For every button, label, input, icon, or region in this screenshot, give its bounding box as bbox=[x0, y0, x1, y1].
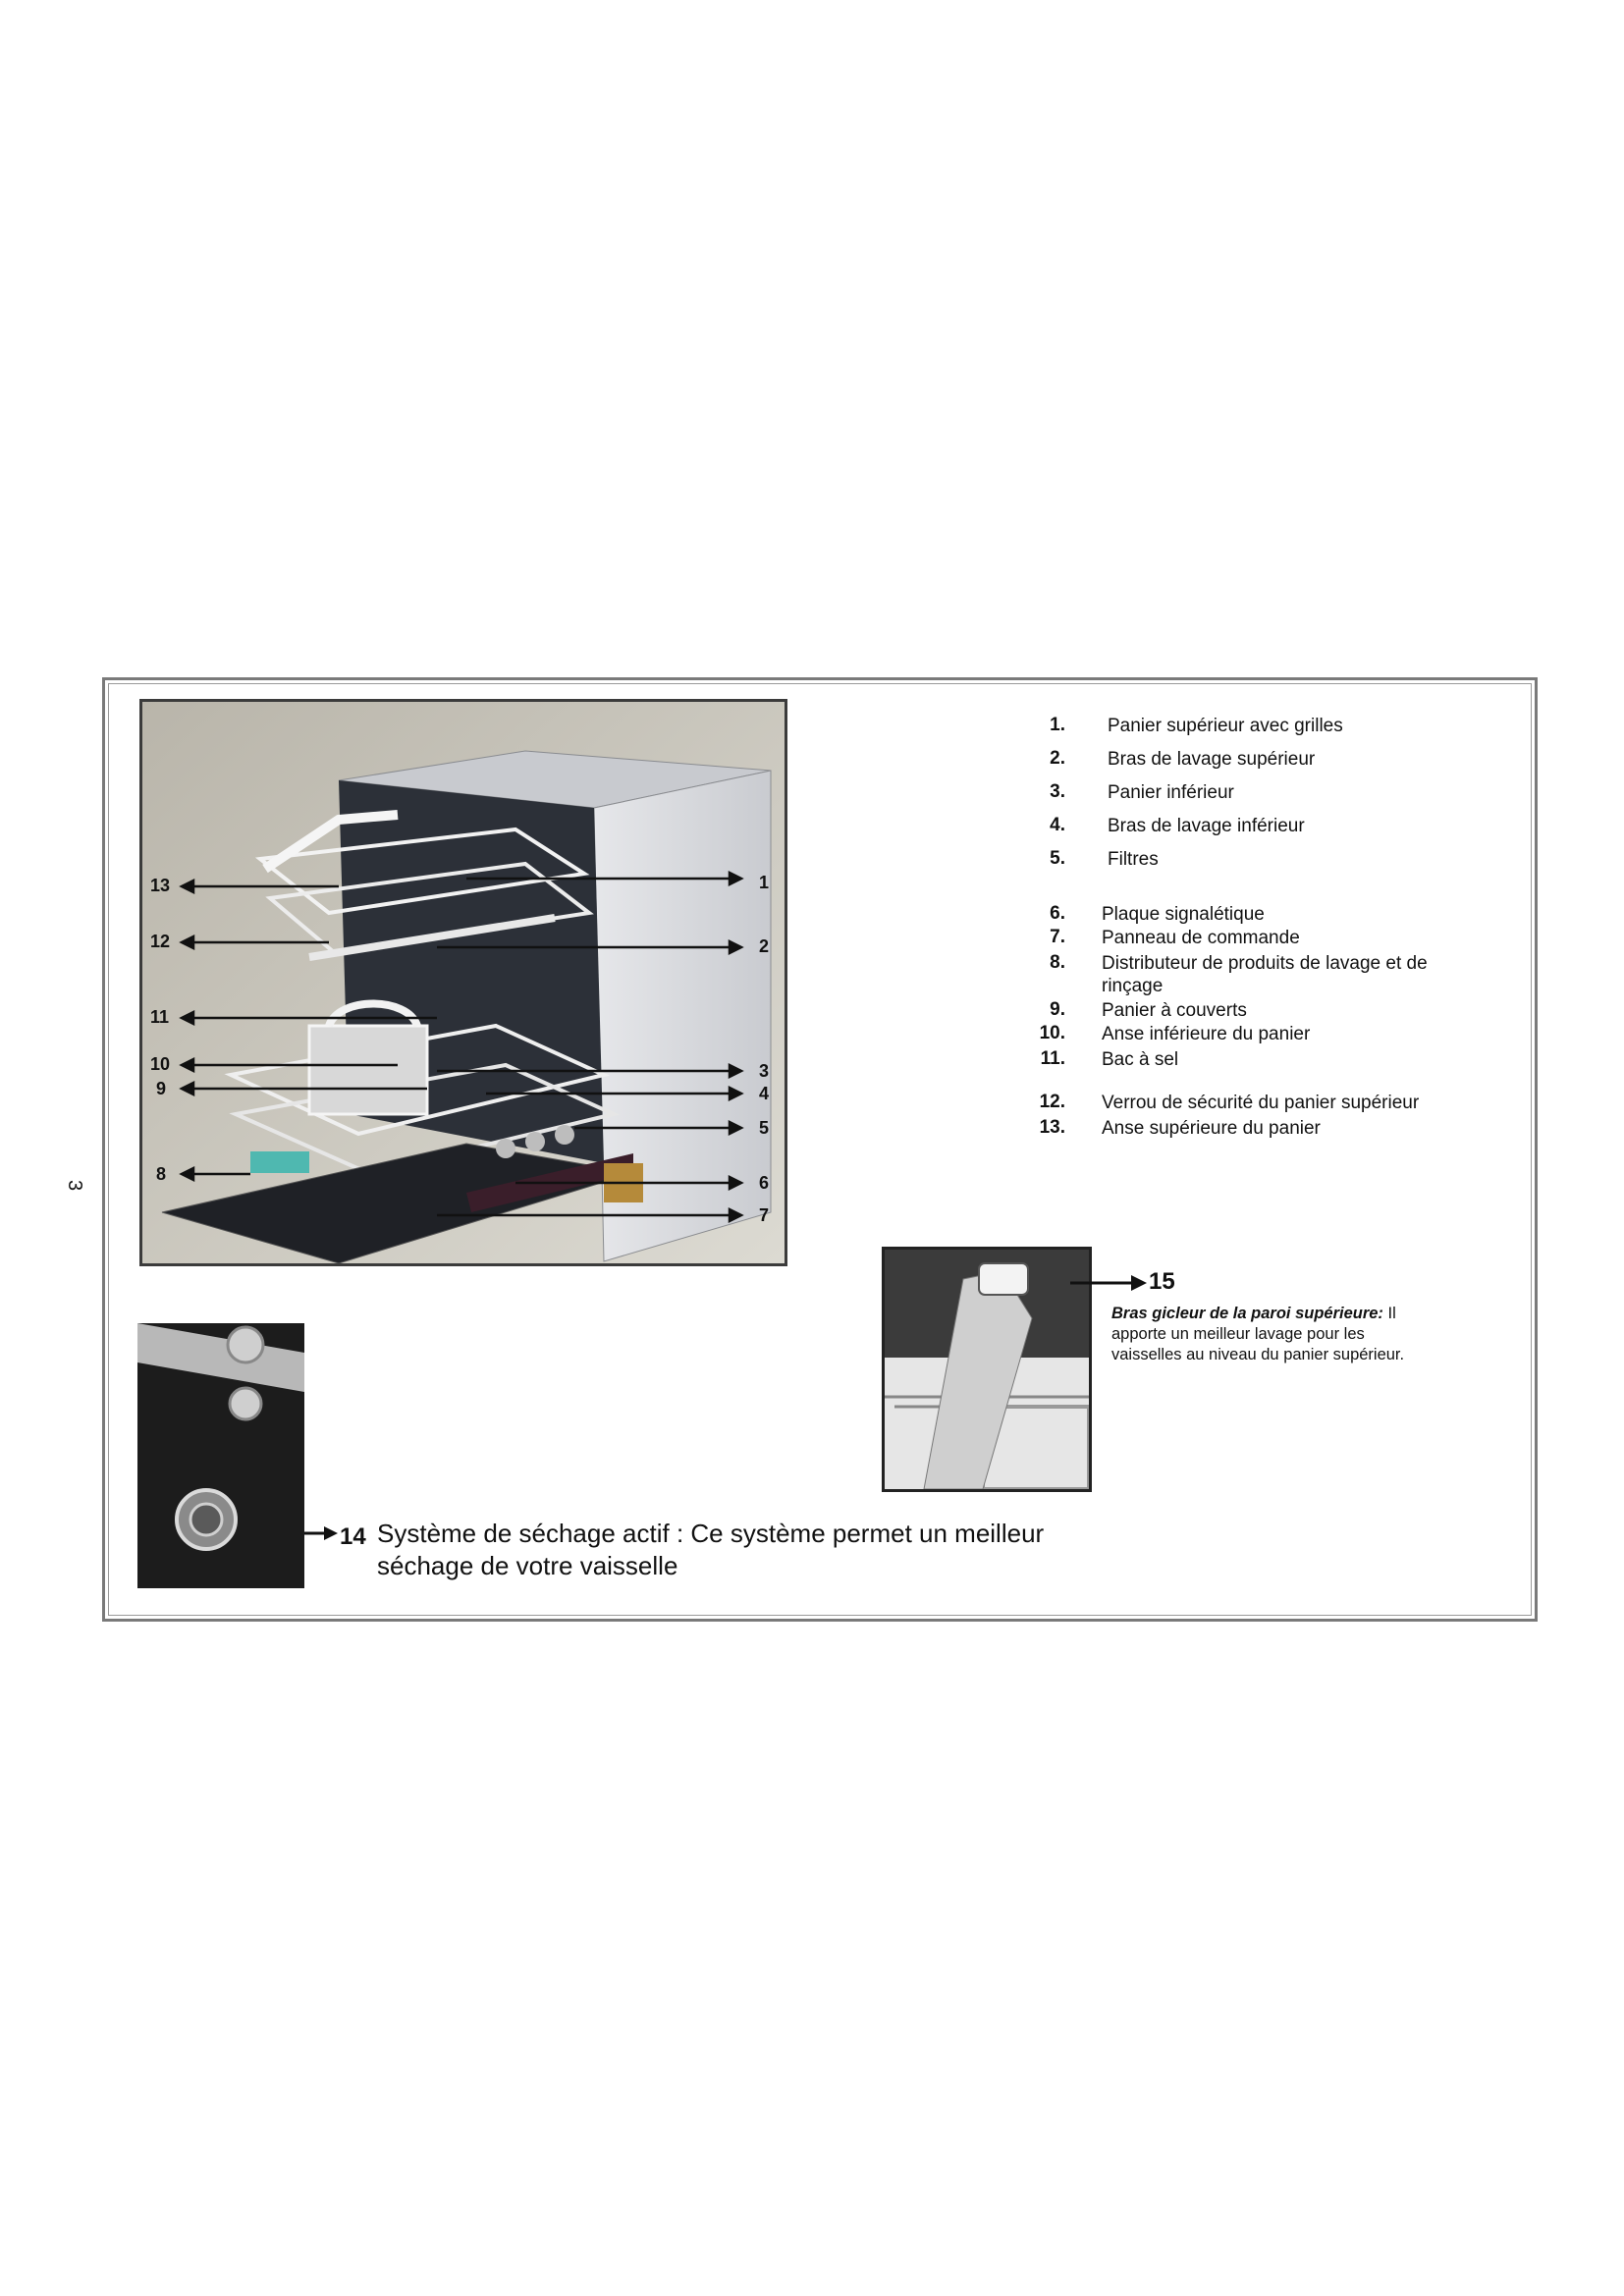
legend-text: Verrou de sécurité du panier supérieur bbox=[1102, 1093, 1420, 1113]
legend-text: Bras de lavage supérieur bbox=[1108, 749, 1316, 770]
top-spray-arm-detail bbox=[882, 1247, 1092, 1492]
callout-15-text: Il apporte un meilleur lavage pour les vaisselles au niveau du panier supérieur. bbox=[1111, 1305, 1405, 1363]
callout-14-arrow bbox=[304, 1523, 340, 1543]
figure-callout-label: 9 bbox=[156, 1079, 167, 1098]
figure-callout-label: 11 bbox=[150, 1007, 170, 1027]
figure-callout-label: 12 bbox=[150, 932, 171, 951]
legend-number: 12. bbox=[1039, 1092, 1065, 1112]
legend-number: 2. bbox=[1050, 748, 1065, 769]
legend-number: 11. bbox=[1040, 1048, 1065, 1069]
figure-callout-label: 4 bbox=[759, 1084, 770, 1103]
legend-number: 5. bbox=[1050, 848, 1065, 869]
legend-number: 3. bbox=[1050, 781, 1065, 802]
callout-15-title: Bras gicleur de la paroi supérieure: bbox=[1111, 1305, 1383, 1322]
figure-callout-label: 3 bbox=[759, 1061, 770, 1081]
figure-callout-label: 6 bbox=[759, 1173, 770, 1193]
legend-text: Bras de lavage inférieur bbox=[1108, 816, 1305, 836]
legend-text: Bac à sel bbox=[1102, 1049, 1179, 1070]
legend-text: Plaque signalétique bbox=[1102, 904, 1265, 925]
figure-callout-label: 1 bbox=[759, 873, 770, 892]
dishwasher-illustration bbox=[139, 699, 787, 1266]
legend-number: 13. bbox=[1039, 1117, 1065, 1138]
legend-number: 6. bbox=[1050, 903, 1065, 924]
figure-callout-label: 7 bbox=[759, 1205, 770, 1225]
active-drying-drawing bbox=[137, 1323, 304, 1588]
callout-15-arrow bbox=[1070, 1273, 1149, 1293]
legend-text: Panneau de commande bbox=[1102, 928, 1300, 948]
legend-text: Filtres bbox=[1108, 849, 1159, 870]
legend-text: Panier à couverts bbox=[1102, 1000, 1247, 1021]
legend-text: Anse supérieure du panier bbox=[1102, 1118, 1321, 1139]
figure-callout-label: 8 bbox=[156, 1164, 167, 1184]
legend-number: 8. bbox=[1050, 952, 1065, 973]
legend-text: Anse inférieure du panier bbox=[1102, 1024, 1311, 1044]
figure-callout-label: 10 bbox=[150, 1054, 171, 1074]
callout-15-description bbox=[1111, 1304, 1435, 1365]
legend-text: Distributeur de produits de lavage et de rinçage bbox=[1102, 953, 1428, 996]
legend-text: Panier inférieur bbox=[1108, 782, 1234, 803]
active-drying-detail bbox=[137, 1323, 304, 1588]
legend-number: 9. bbox=[1050, 999, 1065, 1020]
legend-number: 1. bbox=[1050, 715, 1065, 735]
figure-callout-label: 13 bbox=[150, 876, 171, 895]
legend-number: 7. bbox=[1050, 927, 1065, 947]
callout-14-number: 14 bbox=[340, 1523, 366, 1550]
dishwasher-drawing bbox=[142, 702, 785, 1263]
callout-14-description: Système de séchage actif : Ce système permet un meilleur séchage de votre vaisselle bbox=[377, 1519, 1045, 1580]
figure-callout-label: 5 bbox=[759, 1118, 770, 1138]
legend-number: 4. bbox=[1050, 815, 1065, 835]
page-number: 3 bbox=[64, 1179, 86, 1192]
legend-text: Panier supérieur avec grilles bbox=[1108, 716, 1343, 736]
callout-15-number: 15 bbox=[1149, 1268, 1175, 1295]
legend-number: 10. bbox=[1039, 1023, 1065, 1043]
figure-callout-label: 2 bbox=[759, 936, 770, 956]
top-spray-arm-drawing bbox=[885, 1250, 1089, 1489]
